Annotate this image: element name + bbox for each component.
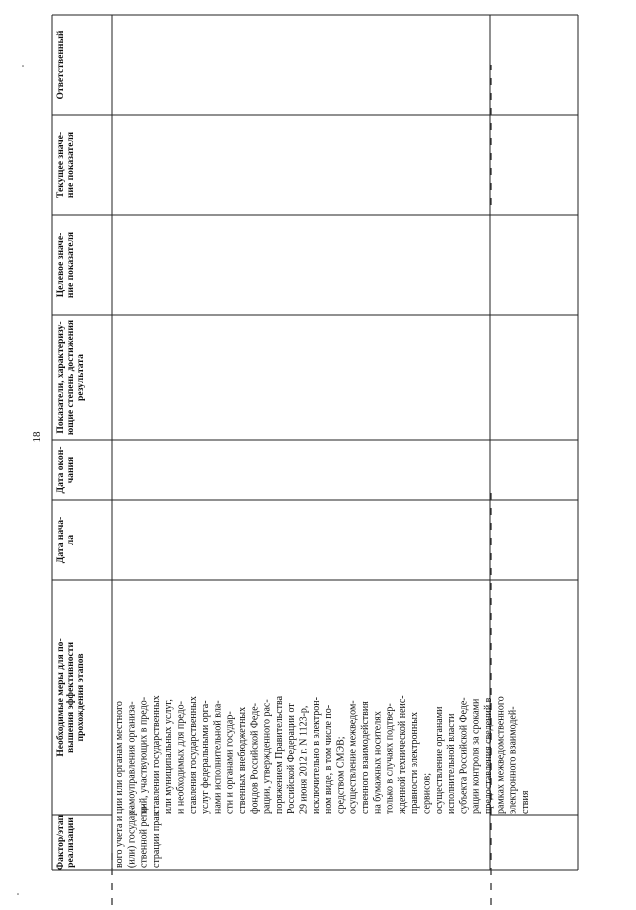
header-line: Дата окон- [55, 446, 66, 494]
cell-line: вого учета и [114, 815, 125, 868]
cell-line: правности электронных [409, 712, 421, 814]
cell-line: самоуправления организа- [126, 701, 138, 814]
cell-line: ции или органам местного [114, 701, 125, 814]
scan-speck [22, 65, 24, 67]
cell-line: осуществление органами [433, 706, 445, 814]
header-line: вышения эффективности [65, 641, 76, 754]
cell-line: рамках межведомственного [495, 696, 507, 814]
table [31, 15, 578, 905]
cell-line: ций, участвующих в предо- [138, 696, 150, 814]
cell-line: исполнительной власти [446, 713, 458, 814]
cell-line: сервисов; [421, 772, 433, 814]
cell-line: поряжением Правительства [273, 695, 285, 814]
header-line: ющие степень достижения [65, 319, 76, 436]
column-header-start [55, 517, 76, 564]
page-number: 18 [31, 431, 43, 443]
column-header-responsible [55, 30, 66, 99]
cell-line: ственных внебюджетных [237, 706, 248, 814]
cell-line: жденной технической неис- [396, 695, 408, 814]
header-line: Дата нача- [55, 516, 66, 564]
header-line: Текущее значе- [55, 131, 66, 199]
cell-line: предоставления сведений в [483, 697, 494, 814]
cell-line: (или) государ- [126, 807, 138, 868]
header-line: ние показателя [65, 131, 76, 199]
cell-line: услуг федеральными орга- [200, 700, 212, 814]
header-line: Показатели, характеризу- [55, 321, 66, 434]
cell-line: ственного взаимодействия [360, 701, 371, 814]
cell-line: ставлении государственных [150, 695, 162, 814]
column-header-current [55, 132, 76, 198]
header-line: прохождения этапов [75, 653, 86, 742]
cell-line: страции прав [150, 811, 162, 868]
cell-line: нами исполнительной вла- [212, 700, 224, 814]
header-line: Ответственный [55, 30, 66, 100]
table-header-row [55, 30, 86, 870]
header-line: Необходимые меры для по- [55, 638, 66, 757]
column-header-end [55, 447, 76, 494]
cell-line: ставления государственных [187, 696, 199, 814]
cell-line: сти и органами государ- [224, 711, 236, 814]
cell-line: субъекта Российской Феде- [458, 697, 470, 814]
column-header-measures [55, 638, 86, 756]
header-line: Целевое значе- [55, 232, 66, 298]
cell-line: ном виде, в том числе по- [323, 704, 335, 814]
cell-line: ственной реги- [138, 804, 150, 868]
cell-line: и необходимых для предо- [175, 701, 187, 814]
cell-line: или муниципальных услуг, [163, 699, 175, 814]
header-line: ние показателя [65, 231, 76, 299]
cell-line: исключительно в электрон- [310, 697, 322, 814]
cell-measures [114, 695, 531, 815]
table-row [114, 695, 531, 868]
column-header-indicators [55, 320, 86, 435]
cell-line: осуществление межведом- [347, 700, 359, 814]
column-header-target [55, 232, 76, 298]
cell-line: Российской Федерации от [286, 703, 298, 814]
header-line: чания [65, 456, 76, 484]
header-line: Фактор/этап [55, 814, 66, 871]
header-line: реализации [65, 817, 76, 868]
column-header-factor [55, 814, 76, 870]
cell-line: только в случаях подтвер- [384, 703, 396, 814]
cell-line: рации, утвержденного рас- [261, 699, 273, 814]
cell-line: 29 июня 2012 г. N 1123-р, [298, 705, 310, 814]
cell-line: на бумажных носителях [372, 711, 384, 814]
cell-line: фондов Российской Феде- [249, 703, 261, 814]
scan-speck [17, 893, 19, 895]
cell-line: электронного взаимодей- [507, 706, 519, 814]
cell-line: средством СМЭВ; [335, 736, 347, 814]
header-line: ла [65, 534, 76, 546]
cell-line: рации контроля за сроками [470, 698, 482, 814]
cell-line: ствия [519, 790, 531, 814]
header-line: результата [75, 354, 86, 401]
